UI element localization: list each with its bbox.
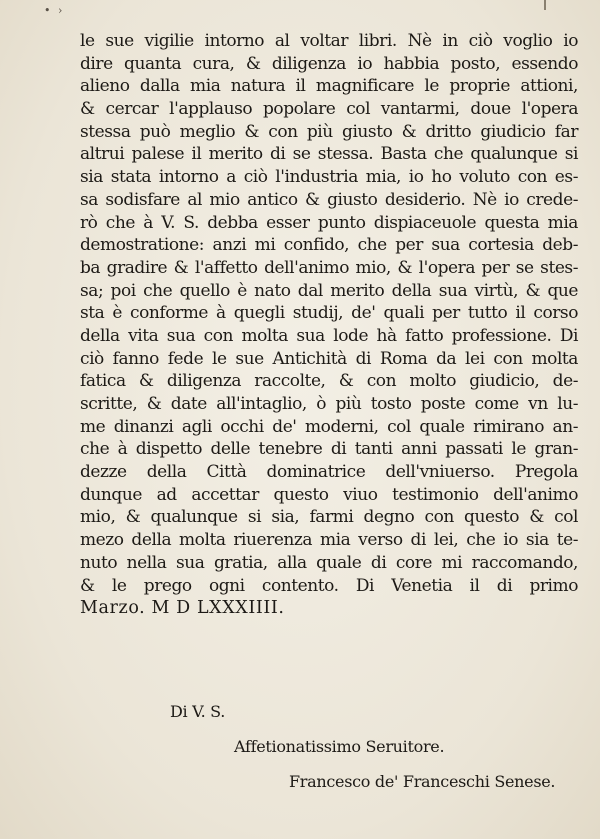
text-line: & cercar l'applauso popolare col vantarmi, doue l'opera — [80, 99, 578, 120]
text-line: mio, & qualunque si sia, farmi degno con questo & col — [80, 507, 578, 528]
text-line: altrui palese il merito di se stessa. Basta che qualunque si — [80, 144, 578, 165]
page-corner-mark: • › — [44, 4, 65, 17]
text-line: nuto nella sua gratia, alla quale di core mi raccomando, — [80, 552, 578, 573]
text-line: sa; poi che quello è nato dal merito della sua virtù, & que — [80, 280, 578, 301]
text-line: stessa può meglio & con più giusto & dritto giudicio far — [80, 121, 578, 142]
text-line: alieno dalla mia natura il magnificare le proprie attioni, — [80, 76, 578, 97]
text-line: dire quanta cura, & diligenza io habbia posto, essendo — [80, 53, 578, 74]
signature-name: Francesco de' Franceschi Senese. — [289, 772, 556, 791]
closing-addressee: Di V. S. — [170, 702, 226, 721]
text-line: mezo della molta riuerenza mia verso di lei, che io sia te- — [80, 530, 578, 551]
text-line: che à dispetto delle tenebre di tanti anni passati le gran- — [80, 439, 578, 460]
text-line: dunque ad accettar questo viuo testimonio dell'animo — [80, 484, 578, 505]
text-line: ciò fanno fede le sue Antichità di Roma da lei con molta — [80, 348, 578, 369]
text-line: demostratione: anzi mi confido, che per sua cortesia deb- — [80, 235, 578, 256]
text-line: sia stata intorno a ciò l'industria mia, io ho voluto con es- — [80, 167, 578, 188]
text-line: della vita sua con molta sua lode hà fatto professione. Di — [80, 325, 578, 346]
text-line: sta è conforme à quegli studij, de' quali per tutto il corso — [80, 303, 578, 324]
closing-servitor: Affetionatissimo Seruitore. — [234, 737, 445, 756]
text-line: dezze della Città dominatrice dell'vniuerso. Pregola — [80, 462, 578, 483]
text-line: rò che à V. S. debba esser punto dispiaceuole questa mia — [80, 212, 578, 233]
text-line: ba gradire & l'affetto dell'animo mio, & l'opera per se stes- — [80, 257, 578, 278]
text-line: sa sodisfare al mio antico & giusto desiderio. Nè io crede- — [80, 189, 578, 210]
letter-body — [80, 30, 578, 620]
text-line: scritte, & date all'intaglio, ò più tosto poste come vn lu- — [80, 394, 578, 414]
dateline: Marzo. M D LXXXIIII. — [80, 598, 285, 619]
text-line: me dinanzi agli occhi de' moderni, col quale rimirano an- — [80, 416, 578, 437]
text-line: le sue vigilie intorno al voltar libri. Nè in ciò voglio io — [80, 31, 578, 51]
text-line: & le prego ogni contento. Di Venetia il di primo — [80, 575, 578, 596]
page-edge-tick — [544, 0, 546, 10]
text-line: fatica & diligenza raccolte, & con molto giudicio, de- — [80, 371, 578, 392]
